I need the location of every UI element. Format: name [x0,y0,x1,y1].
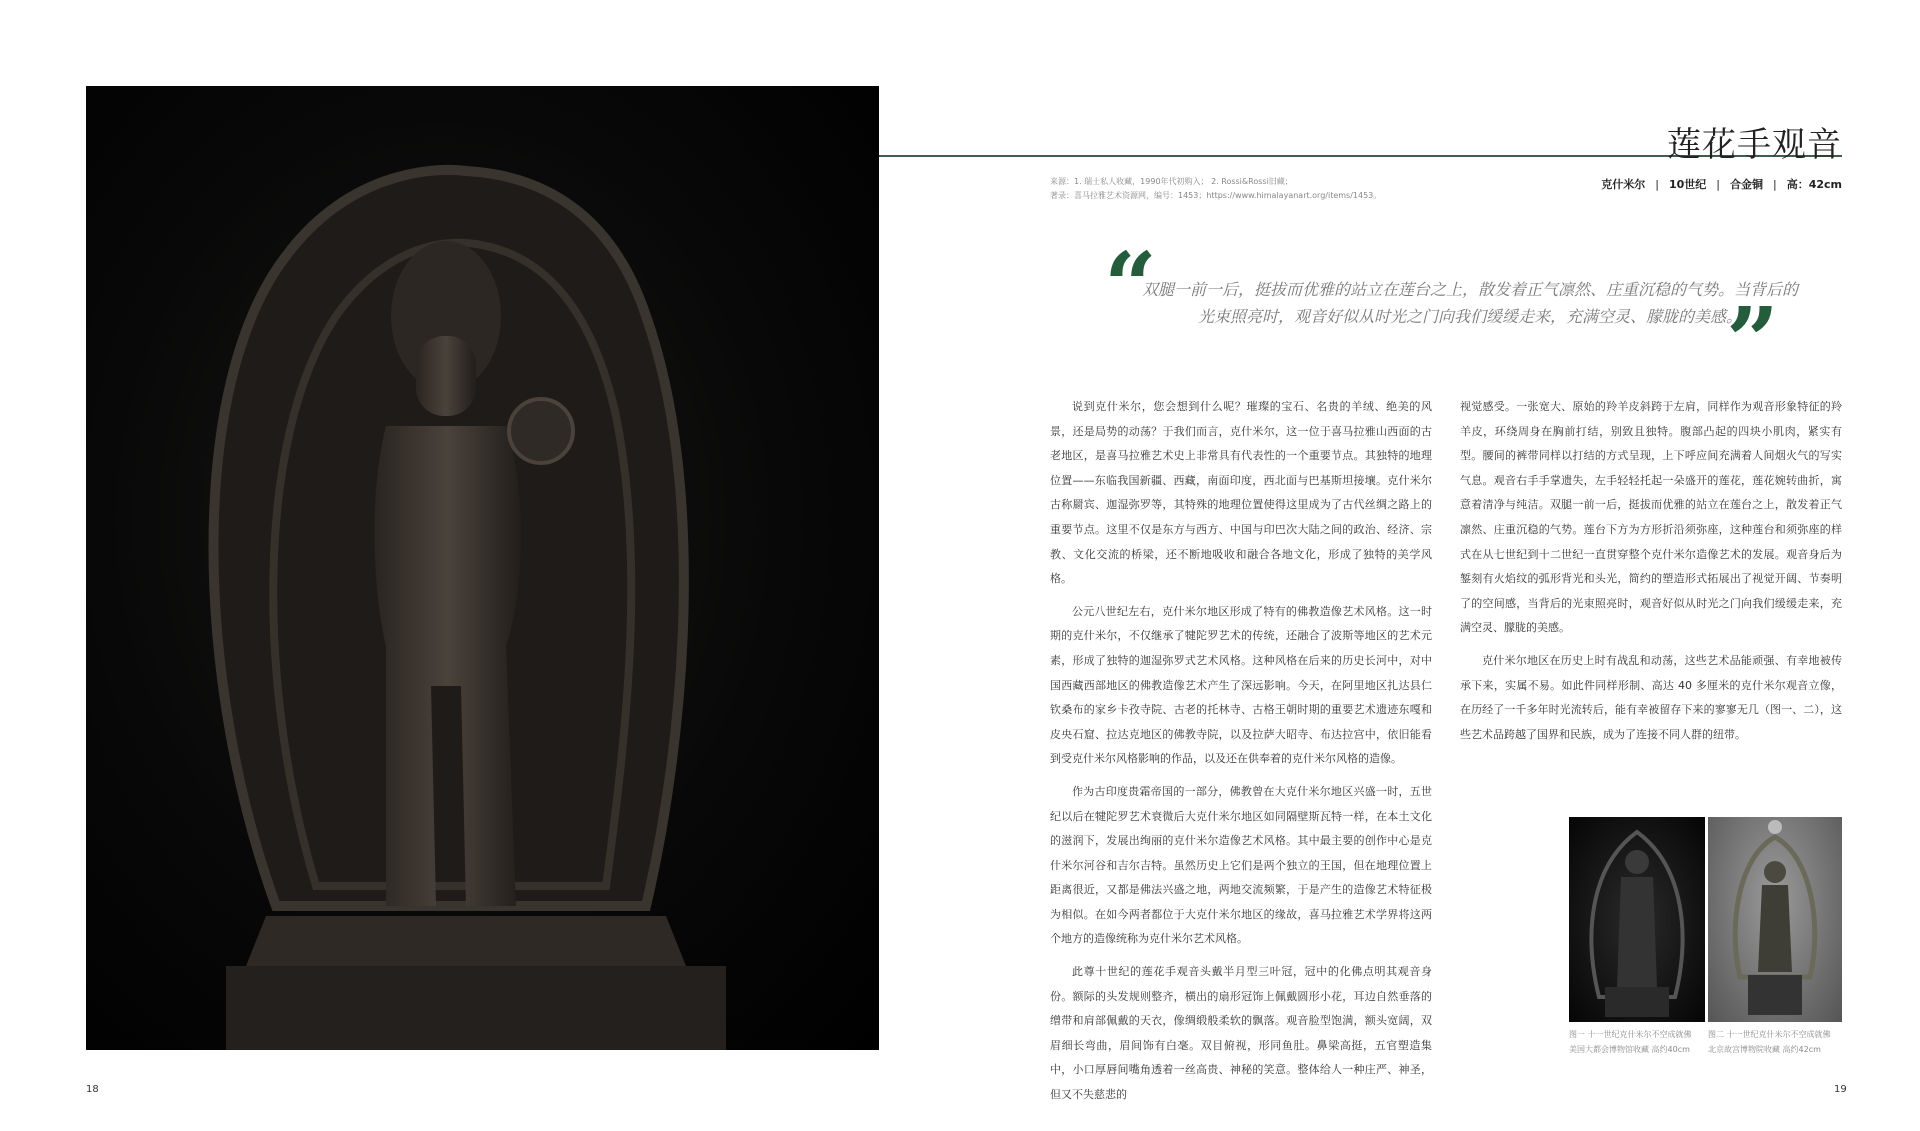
paragraph: 克什米尔地区在历史上时有战乱和动荡，这些艺术品能顽强、有幸地被传承下来，实属不易。如此件同样形制、高达 40 多厘米的克什米尔观音立像，在历经了一千多年时光流转后，能有幸被留存下来的寥寥无几（图一、二），这些艺术品跨越了国界和民族，成为了连接不同人群的纽带。 [1460,653,1842,741]
separator: | [1772,178,1777,191]
paragraph: 视觉感受。一张宽大、原始的羚羊皮斜跨于左肩，同样作为观音形象特征的羚羊皮，环绕周身在胸前打结，别致且独特。腹部凸起的四块小肌肉，紧实有型。腰间的裤带同样以打结的方式呈现，上下呼应间充满着人间烟火气的写实气息。观音右手手掌遗失，左手轻轻托起一朵盛开的莲花，莲花婉转曲折，寓意着清净与纯洁。双腿一前一后，挺拔而优雅的站立在莲台之上，散发着正气凛然、庄重沉稳的气势。莲台下方为方形折沿须弥座，这种莲台和须弥座的样式在从七世纪到十二世纪一直贯穿整个克什米尔造像艺术的发展。观音身后为錾刻有火焰纹的弧形背光和头光，简约的塑造形式拓展出了视觉开阔、节奏明了的空间感，当背后的光束照亮时，观音好似从时光之门向我们缓缓走来，充满空灵、朦胧的美感。 [1460,400,1842,635]
spec-period: 10世纪 [1668,178,1707,191]
figure-1-caption [1569,1027,1692,1057]
artwork-specs [1601,176,1842,192]
page-number-left: 18 [86,1084,99,1095]
separator: | [1655,178,1659,191]
source-line: 来源：1. 瑞士私人收藏，1990年代初购入； 2. Rossi&Rossi旧藏； [1050,177,1293,186]
caption-line: 图二 十一世纪克什米尔不空成就佛 [1708,1030,1831,1039]
open-quote-icon: “ [1104,232,1157,340]
body-column-1 [1050,395,1432,1116]
paragraph: 此尊十世纪的莲花手观音头戴半月型三叶冠，冠中的化佛点明其观音身份。额际的头发规则整齐，横出的扇形冠饰上佩戴圆形小花，耳边自然垂落的缯带和肩部佩戴的天衣，像绸缎般柔软的飘落。观音脸型饱满，额头宽阔，双眉细长弯曲，眉间饰有白毫。双目俯视，形同鱼肚。鼻梁高挺，五官塑造集中，小口厚唇间嘴角透着一丝高贵、神秘的笑意。整体给人一种庄严、神圣，但又不失慈悲的 [1050,965,1432,1102]
bibliography-line: 著录：喜马拉雅艺术资源网，编号：1453；https://www.himalayanart.org/items/1453。 [1050,191,1382,200]
figure-1-photo [1569,817,1705,1022]
paragraph: 作为古印度贵霜帝国的一部分，佛教曾在大克什米尔地区兴盛一时，五世纪以后在犍陀罗艺术衰微后大克什米尔地区如同隔壁斯瓦特一样，在本土文化的滋润下，发展出绚丽的克什米尔造像艺术风格。其中最主要的创作中心是克什米尔河谷和吉尔吉特。虽然历史上它们是两个独立的王国，但在地理位置上距离很近，又都是佛法兴盛之地，两地交流频繁，于是产生的造像艺术特征极为相似。在如今两者都位于大克什米尔地区的缘故，喜马拉雅艺术学界将这两个地方的造像统称为克什米尔艺术风格。 [1050,784,1432,946]
paragraph: 公元八世纪左右，克什米尔地区形成了特有的佛教造像艺术风格。这一时期的克什米尔，不仅继承了犍陀罗艺术的传统，还融合了波斯等地区的艺术元素，形成了独特的迦湿弥罗式艺术风格。这种风格在后来的历史长河中，对中国西藏西部地区的佛教造像艺术产生了深远影响。今天，在阿里地区扎达县仁钦桑布的家乡卡孜寺院、古老的托林寺、古格王朝时期的重要艺术遗迹东嘎和皮央石窟、拉达克地区的佛教寺院，以及拉萨大昭寺、布达拉宫中，依旧能看到受克什米尔风格影响的作品，以及还在供奉着的克什米尔风格的造像。 [1050,604,1432,766]
page-title: 莲花手观音 [1667,125,1842,165]
figure-2-caption [1708,1027,1831,1057]
main-statue-photo [86,86,879,1050]
separator: | [1716,178,1720,191]
page-number-right: 19 [1834,1084,1847,1095]
statue-illustration [86,86,879,1050]
spec-height: 高：42cm [1786,178,1842,191]
paragraph: 说到克什米尔，您会想到什么呢？璀璨的宝石、名贵的羊绒、绝美的风景，还是局势的动荡？于我们而言，克什米尔，这一位于喜马拉雅山西面的古老地区，是喜马拉雅艺术史上非常具有代表性的一个重要节点。其独特的地理位置——东临我国新疆、西藏，南面印度，西北面与巴基斯坦接壤。克什米尔古称罽宾、迦湿弥罗等，其特殊的地理位置使得这里成为了古代丝绸之路上的重要节点。这里不仅是东方与西方、中国与印巴次大陆之间的政治、经济、宗教、文化交流的桥梁，还不断地吸收和融合各地文化，形成了独特的美学风格。 [1050,400,1432,586]
caption-line: 图一 十一世纪克什米尔不空成就佛 [1569,1030,1692,1039]
caption-line: 美国大都会博物馆收藏 高约40cm [1569,1045,1690,1054]
close-quote-icon: ” [1726,287,1779,395]
figure-1-statue [1569,817,1705,1022]
spec-material: 合金铜 [1729,178,1763,191]
figure-2-photo [1708,817,1842,1022]
caption-line: 北京故宫博物院收藏 高约42cm [1708,1045,1821,1054]
body-column-2 [1460,395,1842,755]
figure-2-statue [1708,817,1842,1022]
pull-quote: 双腿一前一后，挺拔而优雅的站立在莲台之上，散发着正气凛然、庄重沉稳的气势。当背后的光束照亮时，观音好似从时光之门向我们缓缓走来，充满空灵、朦胧的美感。 [1141,280,1798,326]
spec-region: 克什米尔 [1601,178,1646,191]
